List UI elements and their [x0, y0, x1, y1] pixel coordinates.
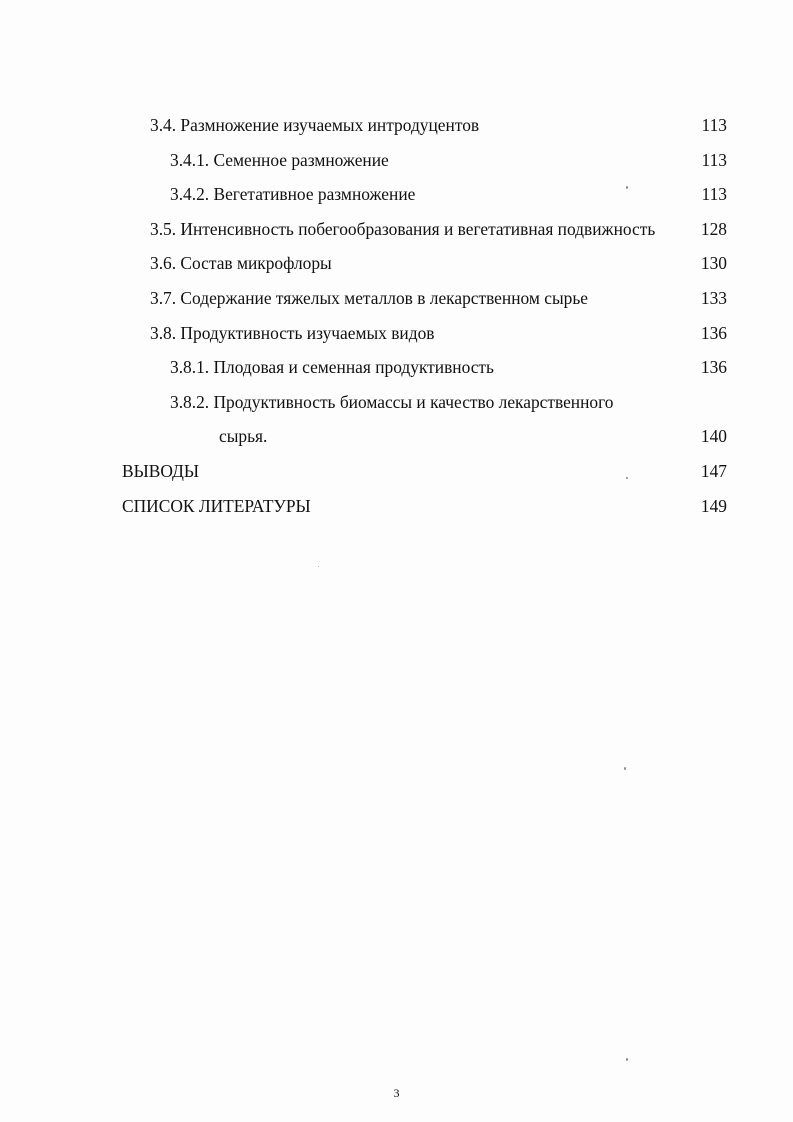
scan-speck — [624, 767, 626, 770]
toc-entry-title: 3.8. Продуктивность изучаемых видов — [150, 322, 435, 343]
toc-entry-page: 149 — [700, 495, 727, 516]
toc-entry-page: 130 — [700, 253, 727, 274]
toc-entry-3-8 — [0, 316, 793, 351]
toc-entry-title: 3.4. Размножение изучаемых интродуцентов — [150, 115, 480, 135]
toc-entry-page: 140 — [700, 426, 727, 447]
toc-entry-3-8-1 — [0, 350, 793, 385]
toc-entry-page: 147 — [700, 460, 727, 481]
toc-entry-3-4-2 — [0, 177, 793, 212]
toc-entry-references — [0, 489, 793, 524]
toc-entry-page: 136 — [700, 357, 727, 378]
toc-entry-title: 3.6. Состав микрофлоры — [150, 253, 332, 274]
toc-entry-page: 113 — [701, 184, 727, 205]
toc-entry-title: 3.8.2. Продуктивность биомассы и качество лекарственного — [170, 391, 614, 412]
toc-entry-title: 3.4.1. Семенное размножение — [170, 149, 389, 170]
toc-entry-3-4 — [0, 108, 793, 143]
toc-entry-3-8-2 — [0, 385, 793, 420]
toc-entry-title: 3.7. Содержание тяжелых металлов в лекарственном сырье — [150, 287, 588, 308]
toc-entry-3-5 — [0, 212, 793, 247]
page-number: 3 — [393, 1086, 400, 1100]
toc-entry-page: 113 — [701, 149, 727, 170]
toc-entry-title: 3.5. Интенсивность побегообразования и вегетативная подвижность — [150, 218, 656, 239]
toc-entry-title: ВЫВОДЫ — [122, 460, 200, 481]
toc-entry-conclusions — [0, 454, 793, 489]
toc-entry-title: 3.4.2. Вегетативное размножение — [170, 184, 416, 205]
table-of-contents — [0, 108, 793, 523]
toc-entry-3-8-2-continuation — [0, 419, 793, 454]
toc-entry-page: 113 — [701, 115, 727, 135]
toc-entry-page: 133 — [700, 287, 727, 308]
toc-entry-page: 136 — [700, 322, 727, 343]
toc-entry-title: сырья. — [219, 426, 268, 447]
scan-speck — [626, 1058, 628, 1061]
scan-speck — [318, 566, 319, 567]
scan-speck — [626, 477, 628, 479]
toc-entry-title: СПИСОК ЛИТЕРАТУРЫ — [122, 495, 311, 516]
toc-entry-3-7 — [0, 281, 793, 316]
toc-entry-3-4-1 — [0, 143, 793, 178]
scan-speck — [626, 186, 628, 189]
toc-entry-3-6 — [0, 246, 793, 281]
toc-entry-page: 128 — [700, 218, 727, 239]
toc-entry-title: 3.8.1. Плодовая и семенная продуктивность — [170, 357, 494, 378]
